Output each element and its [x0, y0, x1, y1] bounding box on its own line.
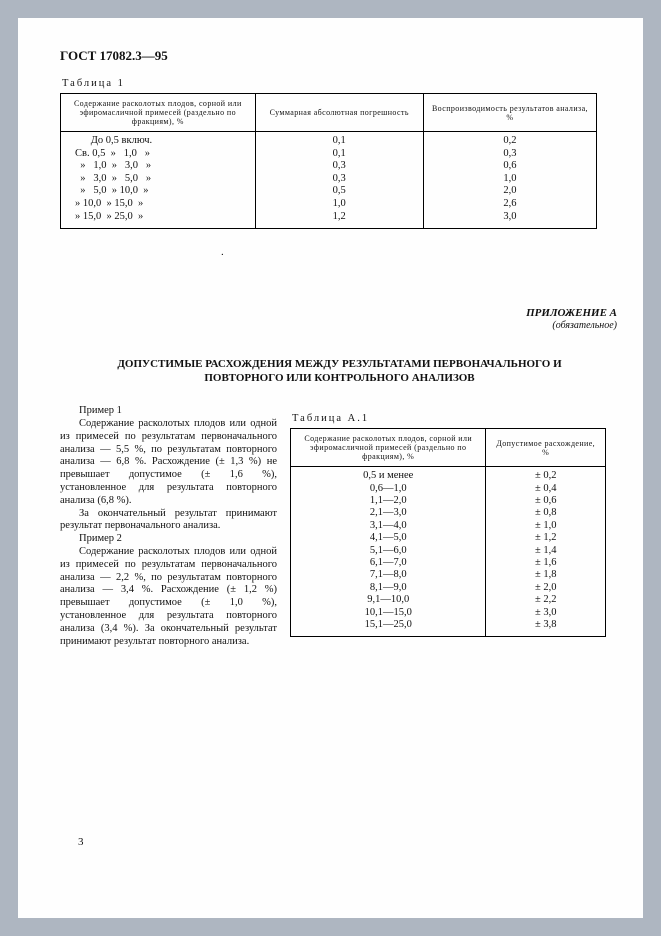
table1-head — [61, 94, 597, 132]
tableA1-body — [291, 467, 606, 637]
table-cell: ± 2,0 — [486, 582, 606, 594]
example1-conclusion: За окончательный результат принимают результат первоначального анализа. — [60, 507, 277, 532]
table-cell: 0,3 — [423, 148, 596, 161]
table-cell: До 0,5 включ. — [61, 132, 256, 148]
table-row — [61, 185, 597, 198]
example1-title: Пример 1 — [79, 405, 122, 417]
page-content — [18, 18, 643, 648]
tableA1-column — [290, 405, 619, 648]
table-row — [291, 532, 606, 544]
table-cell: ± 1,0 — [486, 520, 606, 532]
table1-col2-header: Суммарная абсолютная погрешность — [255, 94, 423, 132]
table-cell: 2,0 — [423, 185, 596, 198]
table-cell: ± 3,8 — [486, 619, 606, 637]
table-row — [291, 557, 606, 569]
table-cell: 1,2 — [255, 211, 423, 229]
table-a1 — [290, 428, 606, 637]
annex-note: (обязательное) — [552, 320, 617, 332]
table-row — [61, 173, 597, 186]
table-cell: » 15,0 » 25,0 » — [61, 211, 256, 229]
table-cell: 0,6 — [423, 160, 596, 173]
table1-caption: Таблица 1 — [62, 78, 125, 89]
table-header-row — [61, 94, 597, 132]
example2-paragraph: Содержание расколотых плодов или одной из примесей по результатам первоначального анализа — 2,2 %, по результатам повторного анализа — 3,4 %. Расхождение (± 1,2 %) превышает допустимое (± 1,0 %), установленное для результата повторного анализа (3,4 %). За окончательный результат принимают результат повторного анализа. — [60, 545, 277, 647]
table-cell: 1,0 — [423, 173, 596, 186]
table-cell: ± 0,8 — [486, 507, 606, 519]
tableA1-caption: Таблица А.1 — [292, 413, 370, 425]
table-header-row — [291, 429, 606, 467]
table-row — [61, 132, 597, 148]
table-cell: ± 1,2 — [486, 532, 606, 544]
table-cell: 8,1—9,0 — [291, 582, 486, 594]
table-row — [291, 495, 606, 507]
table1-col3-header: Воспроизводимость результатов анализа, % — [423, 94, 596, 132]
table-row — [291, 619, 606, 637]
table-cell: » 3,0 » 5,0 » — [61, 173, 256, 186]
table-row — [291, 483, 606, 495]
table-cell: ± 2,2 — [486, 594, 606, 606]
tableA1-head — [291, 429, 606, 467]
stray-mark: . — [221, 246, 224, 258]
table-row — [61, 148, 597, 161]
table-cell: ± 1,4 — [486, 545, 606, 557]
table-cell: » 10,0 » 15,0 » — [61, 198, 256, 211]
table-cell: ± 1,8 — [486, 569, 606, 581]
table-cell: 2,6 — [423, 198, 596, 211]
table-cell: 1,0 — [255, 198, 423, 211]
table-row — [291, 520, 606, 532]
example1-paragraph: Содержание расколотых плодов или одной из примесей по результатам первоначального анализа — 5,5 %, по результатам повторного анализа — 6,8 %. Расхождение (± 1,3 %) не превышает допустимое (± 1,6 %), установленное для результата повторного анализа (6,8 %). — [60, 417, 277, 506]
table-cell: 0,3 — [255, 160, 423, 173]
table-cell: 9,1—10,0 — [291, 594, 486, 606]
table-cell: 10,1—15,0 — [291, 607, 486, 619]
table-cell: 3,0 — [423, 211, 596, 229]
table-row — [291, 594, 606, 606]
table-cell: 0,1 — [255, 148, 423, 161]
table-cell: 4,1—5,0 — [291, 532, 486, 544]
table-cell: » 1,0 » 3,0 » — [61, 160, 256, 173]
document-page — [18, 18, 643, 918]
table-cell: 3,1—4,0 — [291, 520, 486, 532]
table-cell: 0,6—1,0 — [291, 483, 486, 495]
tableA1-col2-header: Допустимое расхождение, % — [486, 429, 606, 467]
table-row — [291, 507, 606, 519]
annex-label: ПРИЛОЖЕНИЕ А — [526, 307, 617, 320]
table-cell: 6,1—7,0 — [291, 557, 486, 569]
table-cell: 15,1—25,0 — [291, 619, 486, 637]
table-row — [61, 198, 597, 211]
table-1 — [60, 93, 597, 229]
table-row — [61, 211, 597, 229]
standard-number: ГОСТ 17082.3—95 — [60, 48, 168, 63]
two-column-section — [60, 405, 619, 648]
table-cell: ± 1,6 — [486, 557, 606, 569]
annex-header — [60, 307, 619, 331]
table-cell: 0,2 — [423, 132, 596, 148]
table-cell: ± 0,4 — [486, 483, 606, 495]
table-cell: 0,5 — [255, 185, 423, 198]
table-cell: 0,1 — [255, 132, 423, 148]
table-row — [291, 467, 606, 483]
table-cell: ± 0,2 — [486, 467, 606, 483]
examples-column — [60, 405, 277, 648]
table-row — [291, 545, 606, 557]
table-cell: ± 3,0 — [486, 607, 606, 619]
table-cell: 7,1—8,0 — [291, 569, 486, 581]
table-cell: 1,1—2,0 — [291, 495, 486, 507]
table-cell: » 5,0 » 10,0 » — [61, 185, 256, 198]
annex-title: ДОПУСТИМЫЕ РАСХОЖДЕНИЯ МЕЖДУ РЕЗУЛЬТАТАМИ ПЕРВОНАЧАЛЬНОГО И ПОВТОРНОГО ИЛИ КОНТРОЛЬНОГО АНАЛИЗОВ — [117, 358, 562, 385]
table-row — [61, 160, 597, 173]
table-cell: 5,1—6,0 — [291, 545, 486, 557]
table-row — [291, 569, 606, 581]
table1-body — [61, 132, 597, 229]
table1-col1-header: Содержание расколотых плодов, сорной или эфиромасличной примесей (раздельно по фракциям), % — [61, 94, 256, 132]
table-row — [291, 582, 606, 594]
tableA1-col1-header: Содержание расколотых плодов, сорной или эфиромасличной примесей (раздельно по фракциям), % — [291, 429, 486, 467]
example2-title: Пример 2 — [79, 533, 122, 545]
table-cell: Св. 0,5 » 1,0 » — [61, 148, 256, 161]
table-row — [291, 607, 606, 619]
table-cell: 0,5 и менее — [291, 467, 486, 483]
table-cell: 0,3 — [255, 173, 423, 186]
table-cell: 2,1—3,0 — [291, 507, 486, 519]
table-cell: ± 0,6 — [486, 495, 606, 507]
page-number: 3 — [78, 836, 84, 848]
